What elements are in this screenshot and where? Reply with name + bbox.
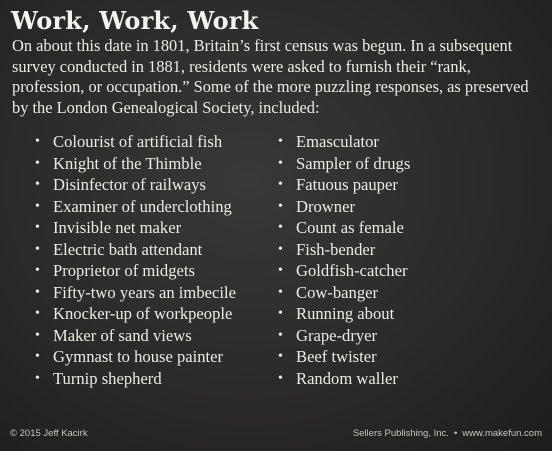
- occupation-text: Gymnast to house painter: [53, 347, 224, 366]
- list-item: [35, 196, 236, 218]
- bullet-icon: •: [278, 263, 283, 278]
- bullet-icon: •: [278, 155, 283, 171]
- bullet-icon: •: [35, 263, 40, 278]
- occupation-text: Count as female: [296, 218, 404, 237]
- occupation-list-left: [35, 131, 236, 389]
- occupation-text: Fatuous pauper: [296, 175, 398, 194]
- bullet-icon: •: [35, 134, 40, 149]
- bullet-icon: •: [35, 327, 40, 343]
- list-item: [35, 282, 236, 304]
- bullet-icon: •: [35, 220, 40, 235]
- bullet-icon: •: [278, 284, 283, 300]
- bullet-icon: •: [278, 220, 283, 235]
- occupation-text: Running about: [296, 304, 395, 323]
- list-item: [278, 260, 410, 282]
- occupation-text: Examiner of underclothing: [53, 196, 232, 216]
- intro-line: survey conducted in 1881, residents were asked to furnish their “rank,: [12, 56, 471, 76]
- list-item: [35, 346, 236, 368]
- occupation-text: Random waller: [296, 368, 398, 388]
- bullet-icon: •: [278, 349, 283, 364]
- bullet-icon: •: [278, 241, 283, 257]
- bullet-icon: •: [35, 198, 40, 214]
- occupation-text: Proprietor of midgets: [53, 261, 195, 280]
- occupation-text: Knocker-up of workpeople: [53, 304, 233, 323]
- occupation-text: Goldfish-catcher: [296, 261, 408, 280]
- occupation-text: Knight of the Thimble: [53, 153, 202, 173]
- list-item: [278, 303, 410, 325]
- list-item: [278, 346, 410, 368]
- list-item: [35, 153, 236, 175]
- occupation-text: Cow-banger: [296, 282, 379, 302]
- list-item: [278, 153, 410, 175]
- occupation-text: Maker of sand views: [53, 325, 192, 345]
- intro-line: by the London Genealogical Society, included:: [12, 97, 320, 117]
- occupation-text: Fifty-two years an imbecile: [53, 282, 236, 302]
- occupation-text: Colourist of artificial fish: [53, 132, 223, 151]
- list-item: [35, 325, 236, 347]
- list-item: [278, 325, 410, 347]
- intro-line: profession, or occupation.” Some of the more puzzling responses, as preserved: [12, 77, 529, 96]
- occupation-text: Drowner: [296, 196, 355, 216]
- list-item: [35, 217, 236, 239]
- list-item: [278, 217, 410, 239]
- occupation-text: Disinfector of railways: [53, 175, 206, 194]
- bullet-icon: •: [278, 134, 283, 149]
- bullet-icon: •: [35, 241, 40, 257]
- list-item: [35, 239, 236, 261]
- bullet-icon: •: [35, 177, 40, 192]
- bullet-icon: •: [35, 306, 40, 321]
- list-item: [278, 282, 410, 304]
- bullet-icon: •: [35, 349, 40, 364]
- publisher-name: Sellers Publishing, Inc.: [352, 428, 449, 439]
- publisher-credit: [353, 428, 542, 439]
- bullet-icon: •: [278, 177, 283, 192]
- occupation-text: Emasculator: [296, 132, 379, 151]
- list-item: [35, 174, 236, 196]
- occupation-text: Sampler of drugs: [296, 153, 411, 173]
- occupation-list-right: [278, 131, 410, 389]
- page-title: Work, Work, Work: [11, 6, 259, 35]
- bullet-icon: •: [278, 370, 283, 386]
- list-item: [278, 368, 410, 390]
- occupation-text: Electric bath attendant: [53, 239, 203, 259]
- list-item: [35, 303, 236, 325]
- list-item: [35, 260, 236, 282]
- occupation-text: Fish-bender: [296, 239, 376, 259]
- list-item: [35, 368, 236, 390]
- list-item: [35, 131, 236, 153]
- list-item: [278, 131, 410, 153]
- occupation-text: Turnip shepherd: [53, 368, 162, 388]
- copyright-notice: © 2015 Jeff Kacirk: [10, 428, 88, 439]
- list-item: [278, 196, 410, 218]
- website-text: www.makefun.com: [462, 428, 542, 439]
- list-item: [278, 174, 410, 196]
- bullet-icon: •: [278, 198, 283, 214]
- bullet-icon: •: [35, 284, 40, 300]
- occupation-text: Beef twister: [296, 347, 377, 366]
- occupation-text: Grape-dryer: [296, 325, 378, 345]
- bullet-icon: •: [278, 327, 283, 343]
- intro-line: On about this date in 1801, Britain’s first census was begun. In a subsequent: [12, 36, 513, 55]
- occupation-text: Invisible net maker: [53, 218, 182, 237]
- bullet-icon: •: [35, 155, 40, 171]
- separator-dot: •: [453, 428, 458, 439]
- list-item: [278, 239, 410, 261]
- bullet-icon: •: [278, 306, 283, 321]
- intro-paragraph: [12, 36, 548, 118]
- bullet-icon: •: [35, 370, 40, 386]
